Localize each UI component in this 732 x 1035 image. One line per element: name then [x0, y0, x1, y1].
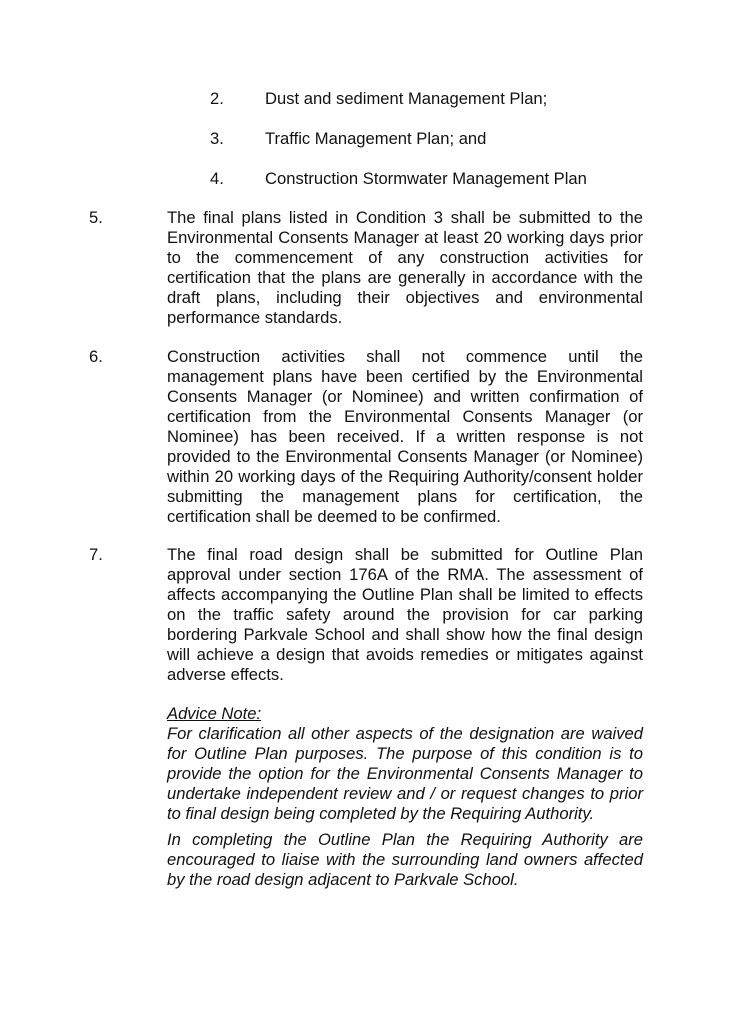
condition-number: 5.	[89, 208, 103, 227]
sub-item-text: Construction Stormwater Management Plan	[265, 169, 587, 188]
condition-text: Construction activities shall not commence until the management plans have been certified by the Environmental Consents Manager (or Nominee) and written confirmation of certification from the Environmental Consents Manager (or Nominee) has been received. If a written response is not provided to the Environmental Consents Manager (or Nominee) within 20 working days of the Requiring Authority/consent holder submitting the management plans for certification, the certification shall be deemed to be confirmed.	[167, 347, 643, 526]
sub-item-number: 4.	[210, 169, 224, 188]
sub-item-number: 3.	[210, 129, 224, 148]
sub-item-text: Traffic Management Plan; and	[265, 129, 487, 148]
advice-note-paragraph: In completing the Outline Plan the Requiring Authority are encouraged to liaise with the surrounding land owners affected by the road design adjacent to Parkvale School.	[167, 830, 643, 889]
sub-list-item	[0, 89, 732, 109]
condition-text: The final plans listed in Condition 3 shall be submitted to the Environmental Consents Manager at least 20 working days prior to the commencement of any construction activities for certification that the plans are generally in accordance with the draft plans, including their objectives and environmental performance standards.	[167, 208, 643, 327]
condition-number: 7.	[89, 545, 103, 564]
condition-number: 6.	[89, 347, 103, 366]
advice-note	[167, 704, 643, 890]
advice-note-heading: Advice Note:	[167, 704, 262, 723]
sub-item-text: Dust and sediment Management Plan;	[265, 89, 548, 108]
sub-item-number: 2.	[210, 89, 224, 108]
sub-list-item	[0, 169, 732, 189]
sub-list-item	[0, 129, 732, 149]
condition-text: The final road design shall be submitted for Outline Plan approval under section 176A of the RMA. The assessment of affects accompanying the Outline Plan shall be limited to effects on the traffic safety around the provision for car parking bordering Parkvale School and shall show how the final design will achieve a design that avoids remedies or mitigates against adverse effects.	[167, 545, 643, 684]
advice-note-paragraph: For clarification all other aspects of the designation are waived for Outline Plan purposes. The purpose of this condition is to provide the option for the Environmental Consents Manager to undertake independent review and / or request changes to prior to final design being completed by the Requiring Authority.	[167, 724, 643, 823]
